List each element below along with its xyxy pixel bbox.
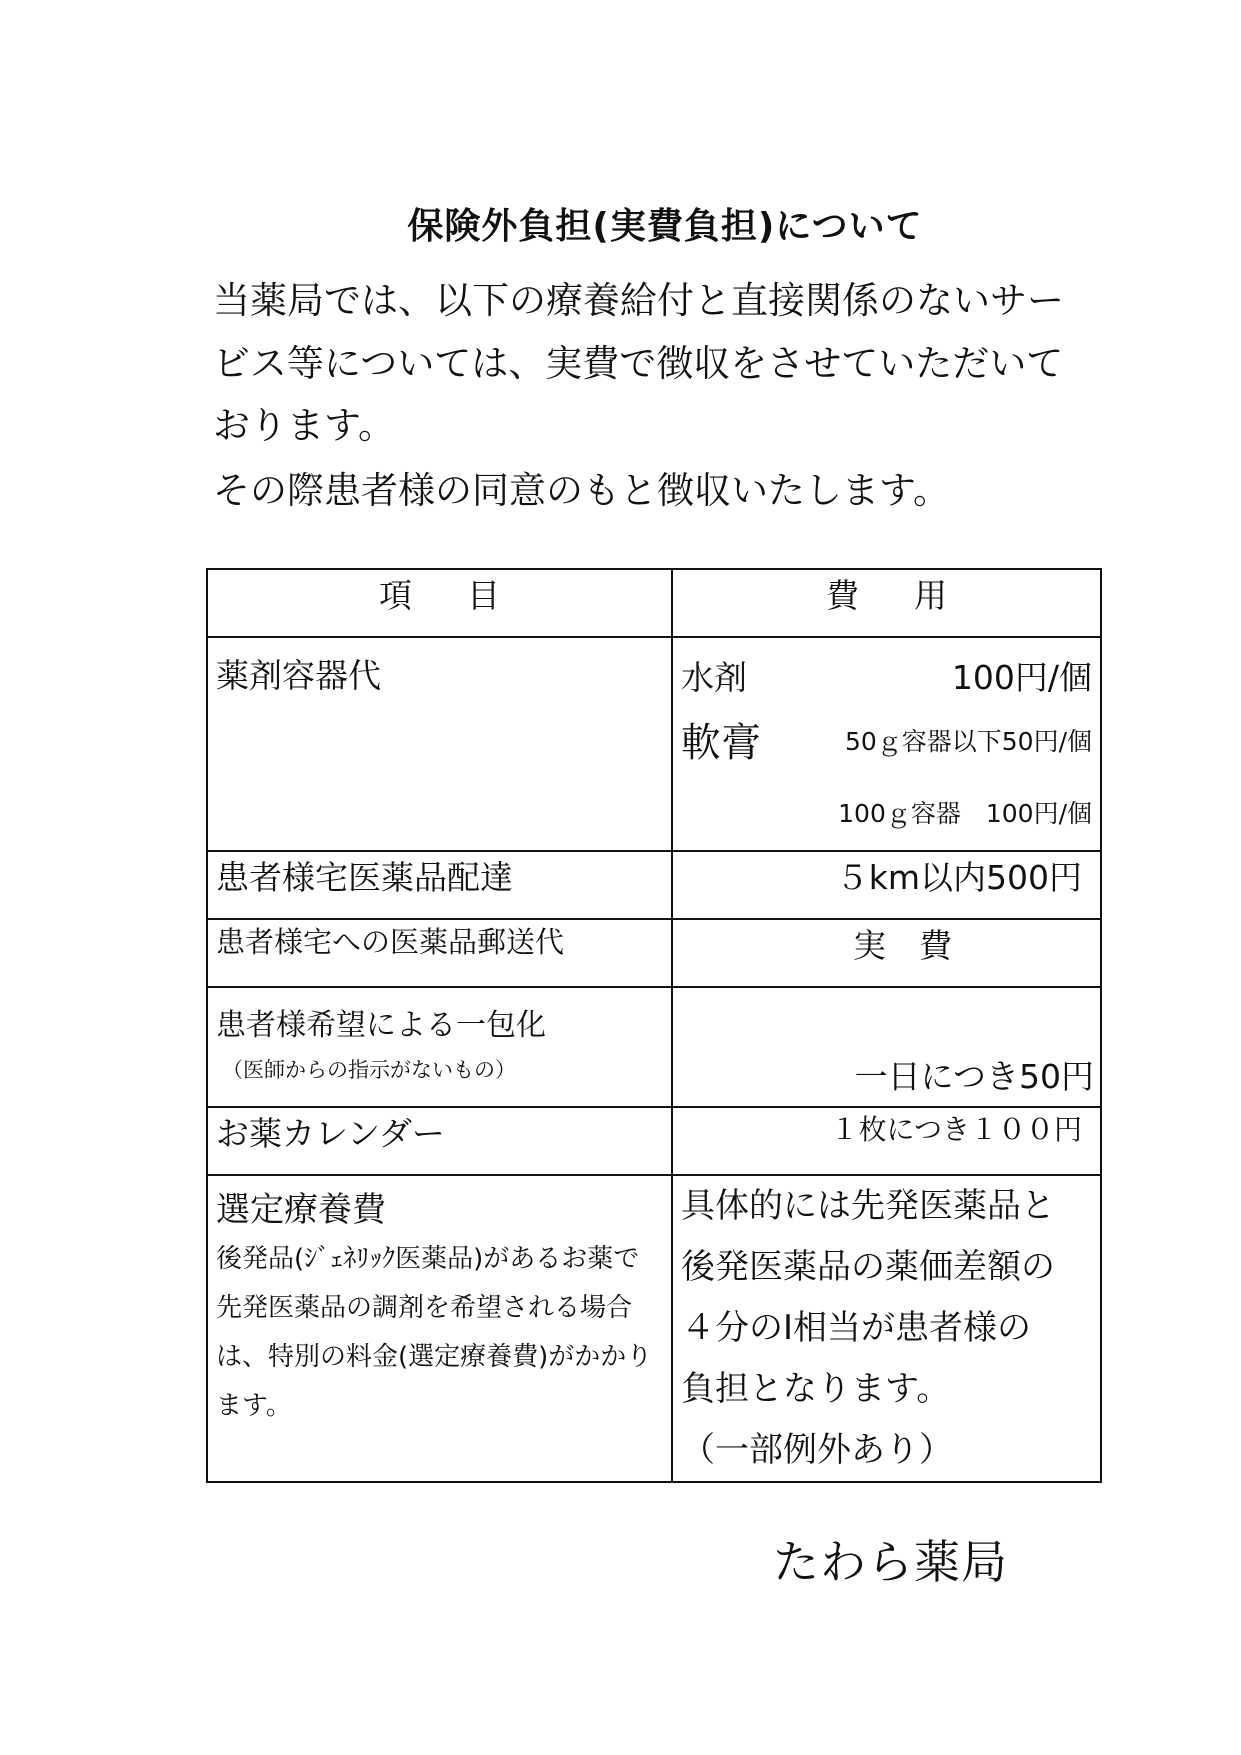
ointment-fee-100: 100ｇ容器 100円/個 (838, 799, 1092, 828)
liquid-fee: 100円/個 (951, 658, 1092, 697)
item-cell: 薬剤容器代 (207, 637, 672, 851)
intro-line: その際患者様の同意のもと徴収いたします。 (213, 469, 951, 512)
ointment-fee-50: 50ｇ容器以下50円/個 (844, 726, 1092, 756)
intro-line: おります。 (213, 404, 396, 447)
table-row (207, 1107, 1101, 1175)
fee-line: 負担となります。 (681, 1369, 951, 1409)
liquid-label: 水剤 (681, 658, 747, 697)
fee-cell: ５km以内500円 (672, 851, 1101, 919)
item-cell: お薬カレンダー (207, 1107, 672, 1175)
header-fee: 費用 (672, 569, 1101, 637)
header-item: 項目 (207, 569, 672, 637)
page-title: 保険外負担(実費負担)について (407, 206, 923, 247)
fee-cell: 実 費 (672, 919, 1101, 987)
table-row (207, 637, 1101, 851)
fee-line: （一部例外あり） (681, 1430, 953, 1470)
item-cell (207, 987, 672, 1107)
table-row (207, 987, 1101, 1107)
item-label: 選定療養費 (216, 1190, 386, 1230)
fee-line: ４分のⅠ相当が患者様の (681, 1308, 1032, 1348)
intro-line: 当薬局では、以下の療養給付と直接関係のないサー (213, 279, 1064, 322)
table-row (207, 851, 1101, 919)
item-cell: 患者様宅への医薬品郵送代 (207, 919, 672, 987)
item-cell: 患者様宅医薬品配達 (207, 851, 672, 919)
item-note: （医師からの指示がないもの） (222, 1058, 516, 1082)
pharmacy-name: たわら薬局 (773, 1535, 1008, 1589)
fee-cell: 一日につき50円 (672, 987, 1101, 1107)
item-description: 後発品(ｼﾞｪﾈﾘｯｸ医薬品)があるお薬で先発医薬品の調剤を希望される場合は、特別の料金(選定療養費)がかかります。 (216, 1244, 653, 1421)
fee-table (206, 568, 1102, 1483)
table-row (207, 919, 1101, 987)
fee-line: 後発医薬品の薬価差額の (681, 1247, 1055, 1287)
table-header-row (207, 569, 1101, 637)
ointment-label: 軟膏 (681, 720, 761, 766)
item-label: 患者様希望による一包化 (216, 1008, 546, 1043)
fee-cell (672, 1175, 1101, 1482)
fee-cell: １枚につき１００円 (672, 1107, 1101, 1175)
liquid-fee-line (681, 652, 1092, 699)
item-cell (207, 1175, 672, 1482)
fee-cell (672, 637, 1101, 851)
ointment-fee-line (681, 711, 1092, 768)
intro-line: ビス等については、実費で徴収をさせていただいて (213, 342, 1064, 385)
table-row (207, 1175, 1101, 1482)
fee-line: 具体的には先発医薬品と (681, 1186, 1055, 1226)
